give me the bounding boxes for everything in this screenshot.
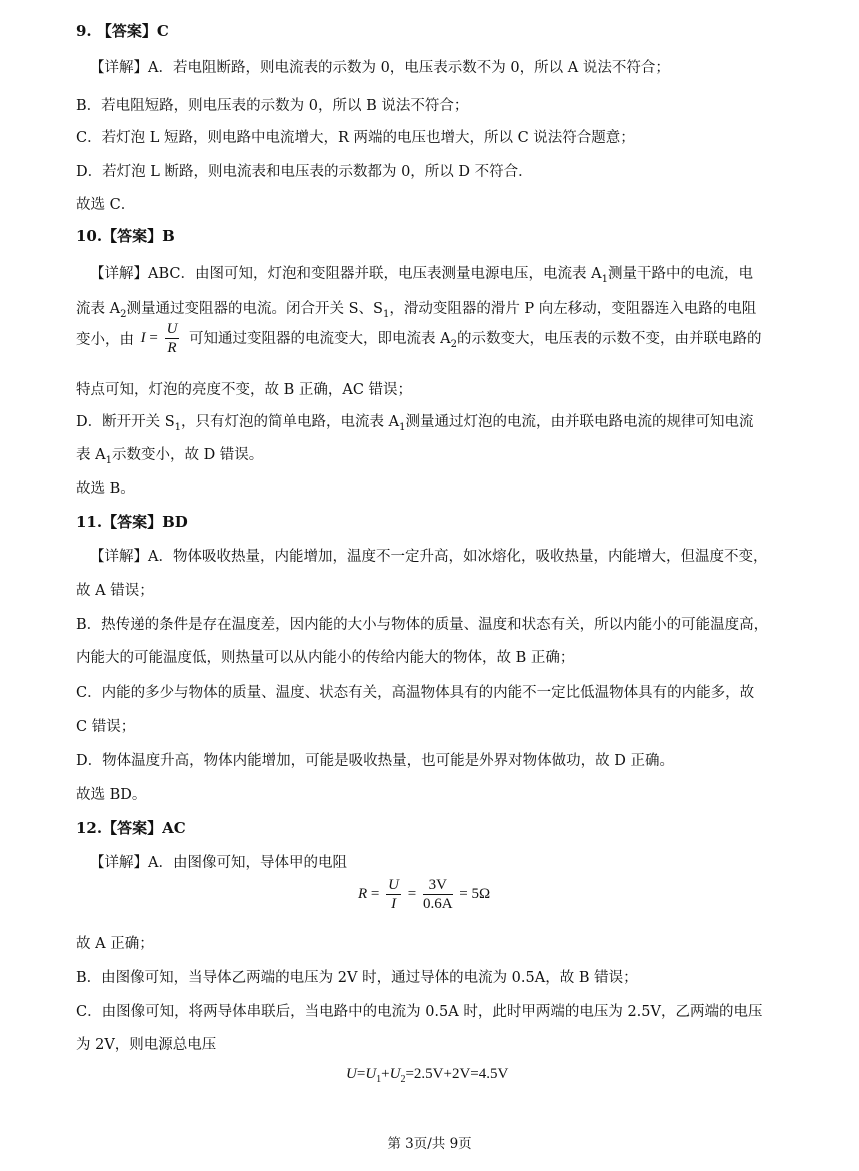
- q11-line: C 错误；: [76, 719, 136, 735]
- q12-line: 【详解】A．由图像可知，导体甲的电阻: [90, 855, 347, 871]
- q11-line: 【详解】A．物体吸收热量，内能增加，温度不一定升高，如冰熔化，吸收热量，内能增大，但温度不变，: [90, 549, 768, 565]
- total-voltage-formula: $U=U_1+U_2=2.5V+2V=4.5V$: [346, 1066, 509, 1085]
- q12-heading: 12.【答案】AC: [76, 819, 186, 837]
- q10-line: 故选 B。: [76, 481, 135, 497]
- resistance-formula: R = $\frac{U}{I}$ = $\frac{3V}{0.6A}$ = 5Ω: [358, 877, 491, 912]
- q9-line: B．若电阻短路，则电压表的示数为 0，所以 B 说法不符合；: [76, 98, 469, 114]
- q10-line: 流表 $A_2$测量通过变阻器的电流。闭合开关 S、$S_1$，滑动变阻器的滑片 P 向左移动，变阻器连入电路的电阻: [76, 301, 757, 320]
- q12-line: B．由图像可知，当导体乙两端的电压为 2V 时，通过导体的电流为 0.5A，故 B 错误；: [76, 970, 638, 986]
- q12-line: 为 2V，则电源总电压: [76, 1037, 217, 1053]
- q11-line: D．物体温度升高，物体内能增加，可能是吸收热量，也可能是外界对物体做功，故 D 正确。: [76, 753, 674, 769]
- page-footer: 第 3页/共 9页: [387, 1136, 472, 1152]
- q10-line: D．断开开关 $S_1$，只有灯泡的简单电路，电流表 $A_1$测量通过灯泡的电流，由并联电路电流的规律可知电流: [76, 414, 754, 433]
- q11-line: 故选 BD。: [76, 787, 147, 803]
- q10-line: 特点可知，灯泡的亮度不变，故 B 正确，AC 错误；: [76, 382, 413, 398]
- q10-heading: 10.【答案】B: [76, 227, 175, 245]
- q9-line: 【详解】A．若电阻断路，则电流表的示数为 0，电压表示数不为 0，所以 A 说法不符合；: [90, 60, 670, 76]
- q11-heading: 11.【答案】BD: [76, 513, 188, 531]
- q9-line: C．若灯泡 L 短路，则电路中电流增大，R 两端的电压也增大，所以 C 说法符合题意；: [76, 130, 635, 146]
- q11-line: 故 A 错误；: [76, 583, 154, 599]
- q11-line: B．热传递的条件是存在温度差，因内能的大小与物体的质量、温度和状态有关，所以内能小的可能温度高，: [76, 617, 769, 633]
- q11-line: C．内能的多少与物体的质量、温度、状态有关，高温物体具有的内能不一定比低温物体具有的内能多，故: [76, 685, 755, 701]
- q10-line: 【详解】ABC．由图可知，灯泡和变阻器并联，电压表测量电源电压，电流表 $A_1$测量干路中的电流，电: [90, 266, 753, 285]
- q9-line: 故选 C．: [76, 197, 136, 213]
- q9-heading: 9. 【答案】C: [76, 22, 169, 40]
- ohm-law-formula: I = $\frac{U}{R}$: [140, 321, 178, 356]
- q11-line: 内能大的可能温度低，则热量可以从内能小的传给内能大的物体，故 B 正确；: [76, 650, 575, 666]
- q12-line: 故 A 正确；: [76, 936, 154, 952]
- q10-line: 变小，由 I = $\frac{U}{R}$ 可知通过变阻器的电流变大，即电流表 $A_2$的示数变大，电压表的示数不变，由并联电路的: [76, 321, 762, 356]
- q9-line: D．若灯泡 L 断路，则电流表和电压表的示数都为 0，所以 D 不符合．: [76, 164, 533, 180]
- q10-line: 表 $A_1$示数变小，故 D 错误。: [76, 447, 264, 466]
- q12-line: C．由图像可知，将两导体串联后，当电路中的电流为 0.5A 时，此时甲两端的电压为 2.5V，乙两端的电压: [76, 1004, 763, 1020]
